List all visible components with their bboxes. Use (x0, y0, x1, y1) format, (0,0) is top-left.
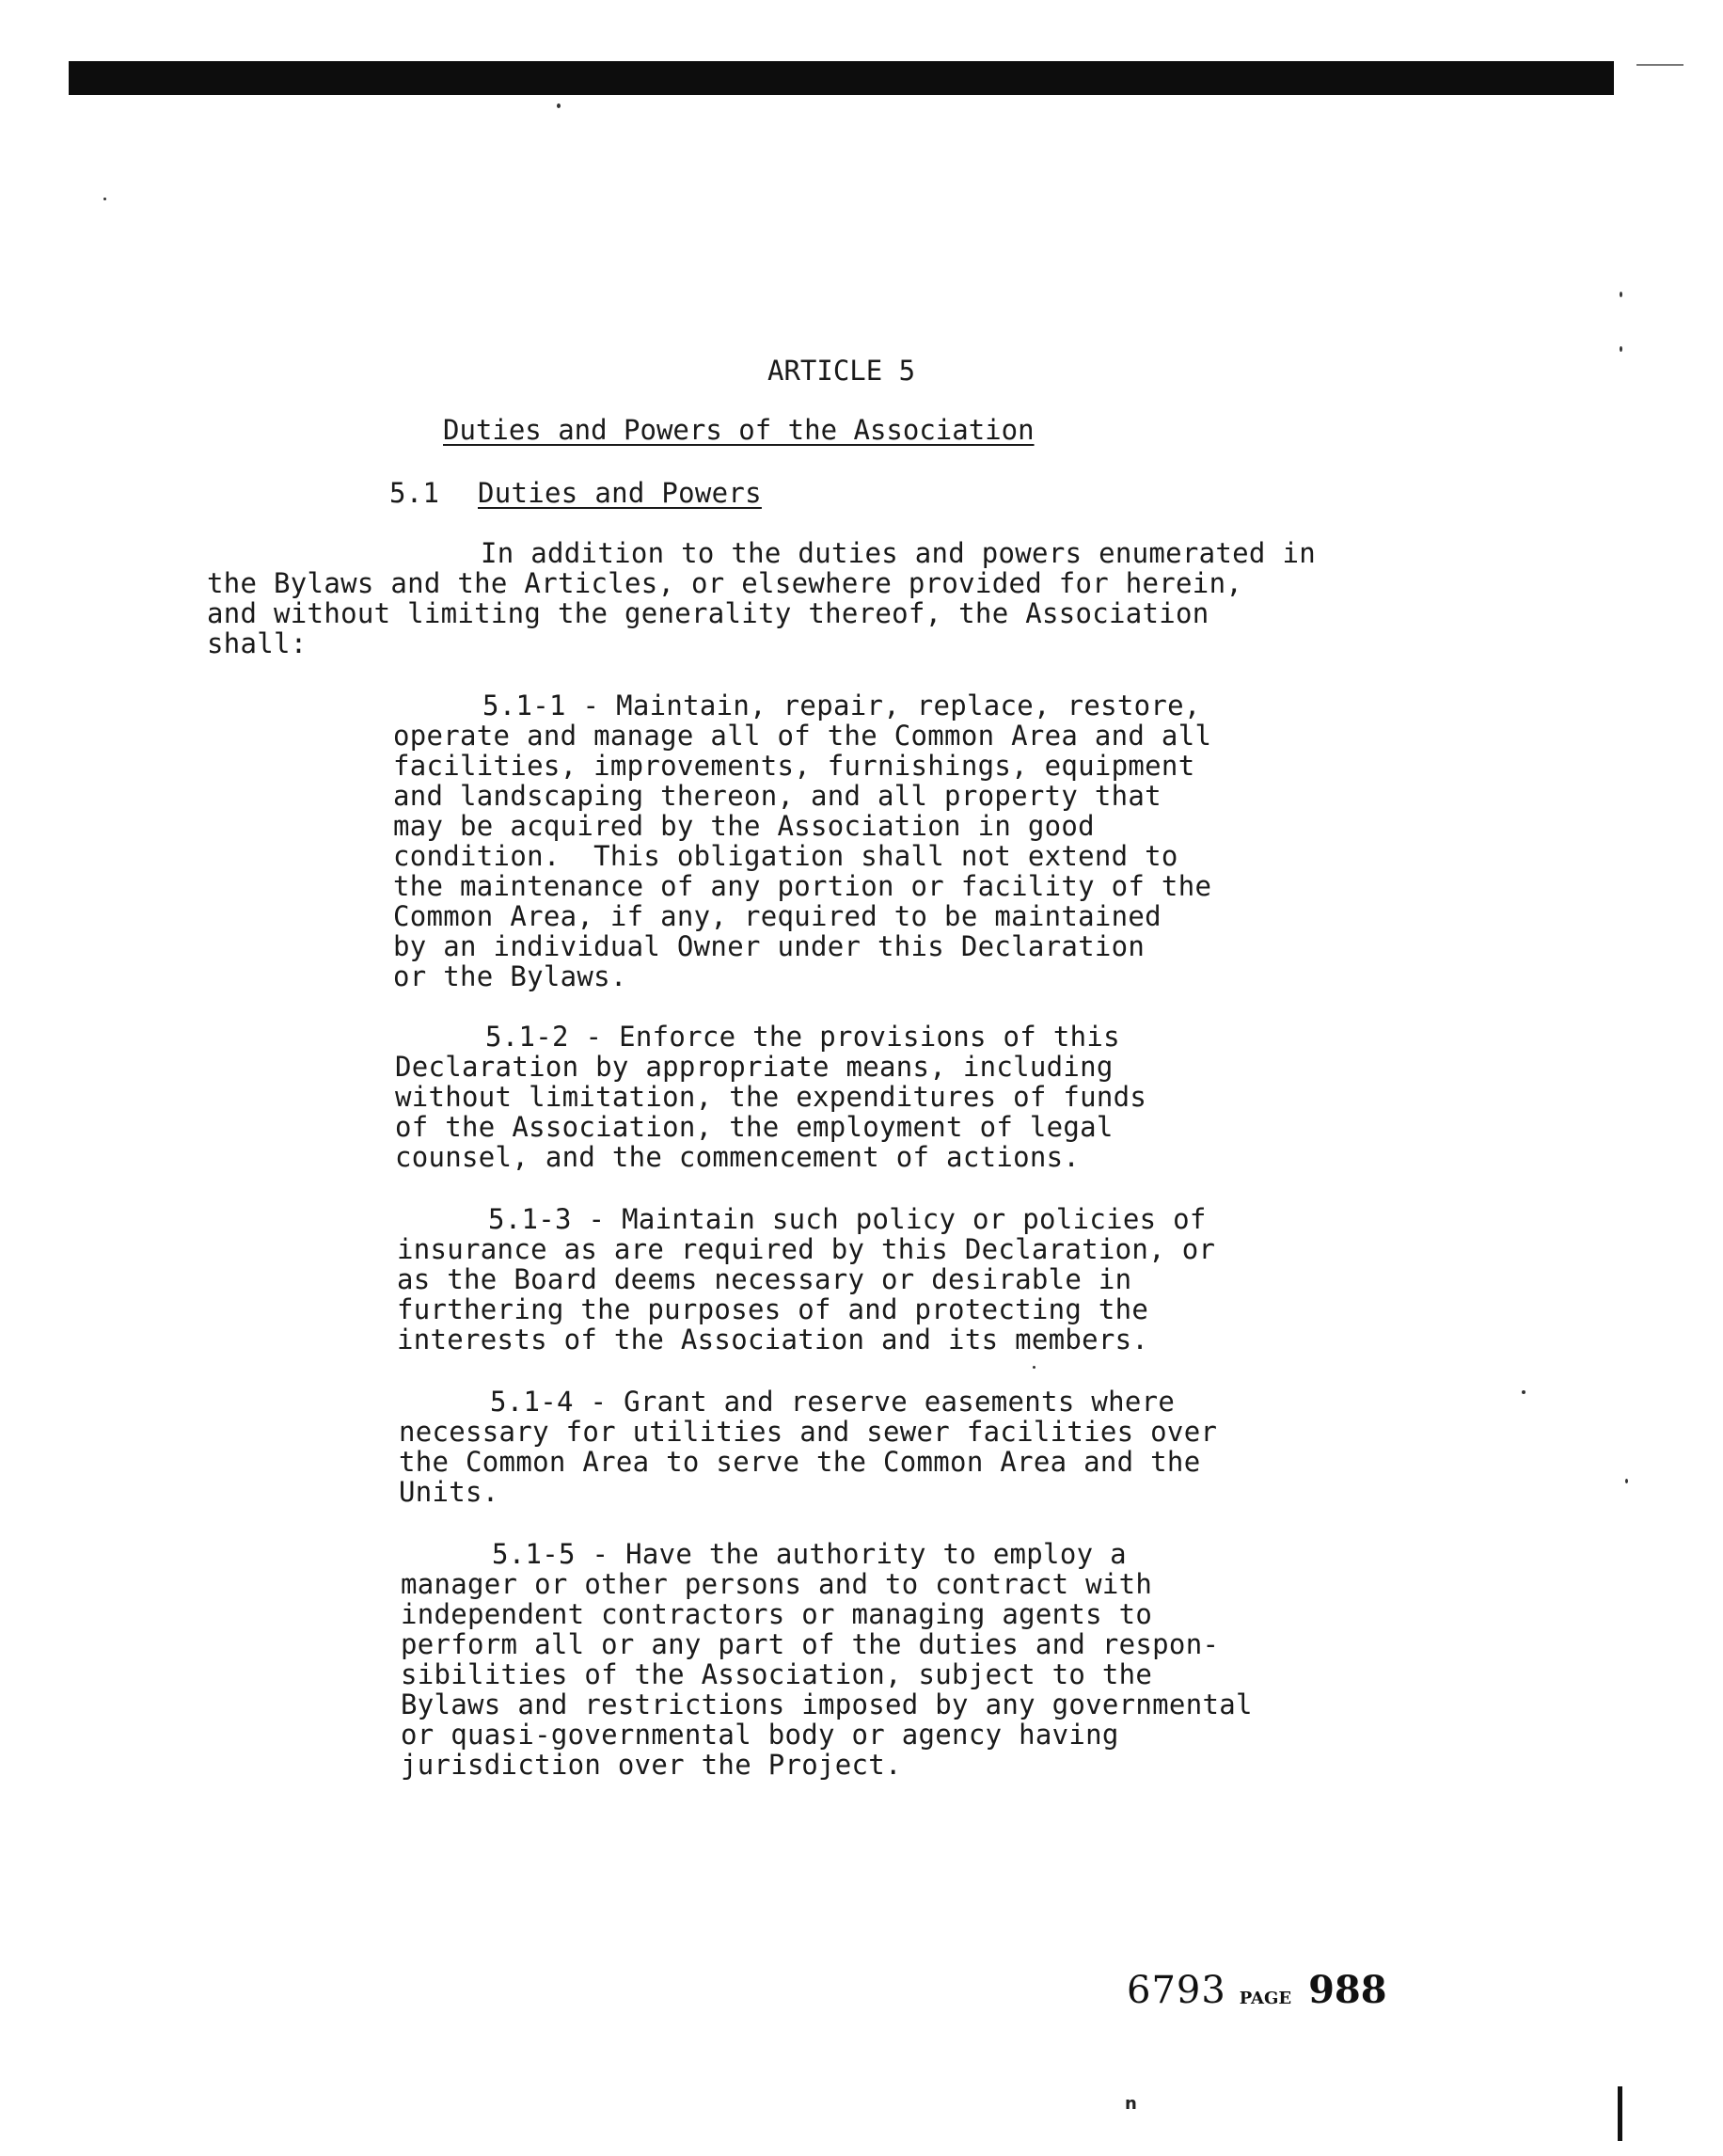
scan-top-border (69, 61, 1614, 95)
clause-line: 5.1-4 - Grant and reserve easements where (490, 1386, 1176, 1418)
clause-line: 5.1-5 - Have the authority to employ a (492, 1538, 1127, 1570)
clause-line: Declaration by appropriate means, including (395, 1051, 1114, 1083)
scan-corner-mark (1636, 64, 1683, 66)
clause-line: 5.1-2 - Enforce the provisions of this (485, 1021, 1120, 1053)
clause-line: may be acquired by the Association in good (393, 810, 1095, 842)
clause-line: jurisdiction over the Project. (401, 1749, 902, 1781)
section-heading: Duties and Powers (478, 477, 762, 509)
section-number: 5.1 (389, 477, 440, 509)
article-title: ARTICLE 5 (767, 355, 916, 387)
clause-line: manager or other persons and to contract with (401, 1568, 1153, 1600)
clause-line: the maintenance of any portion or facility of the (393, 870, 1212, 902)
scan-edge-bar (1618, 2086, 1622, 2141)
intro-line: the Bylaws and the Articles, or elsewhere provided for herein, (207, 567, 1243, 599)
clause-line: independent contractors or managing agents to (401, 1598, 1153, 1630)
clause-line: or the Bylaws. (393, 960, 627, 992)
scan-speck (557, 103, 561, 108)
intro-line: In addition to the duties and powers enumerated in (481, 537, 1316, 569)
page-number: 988 (1308, 1968, 1387, 2012)
clause-line: condition. This obligation shall not extend to (393, 840, 1178, 872)
clause-line: perform all or any part of the duties and respon- (401, 1628, 1220, 1660)
bottom-scan-mark: n (1125, 2094, 1137, 2114)
scan-speck (1620, 346, 1622, 352)
clause-line: 5.1-1 - Maintain, repair, replace, restore, (482, 690, 1201, 721)
book-number: 6793 (1127, 1969, 1226, 2012)
clause-line: necessary for utilities and sewer facilities over (399, 1416, 1218, 1448)
scan-speck (1620, 292, 1622, 297)
clause-line: facilities, improvements, furnishings, equipment (393, 750, 1195, 782)
scan-speck (103, 198, 106, 200)
intro-line: and without limiting the generality thereof, the Association (207, 597, 1209, 629)
clause-line: counsel, and the commencement of actions. (395, 1141, 1081, 1173)
clause-line: interests of the Association and its members. (397, 1324, 1149, 1355)
clause-line: and landscaping thereon, and all property that (393, 780, 1162, 812)
clause-line: the Common Area to serve the Common Area and the (399, 1446, 1201, 1478)
clause-line: by an individual Owner under this Declaration (393, 930, 1146, 962)
scan-speck (1522, 1390, 1525, 1394)
clause-line: without limitation, the expenditures of funds (395, 1081, 1147, 1113)
scan-speck (1625, 1479, 1628, 1483)
article-subtitle: Duties and Powers of the Association (443, 414, 1035, 446)
intro-line: shall: (207, 627, 308, 659)
clause-line: 5.1-3 - Maintain such policy or policies of (488, 1203, 1207, 1235)
clause-line: furthering the purposes of and protecting the (397, 1293, 1149, 1325)
clause-line: or quasi-governmental body or agency having (401, 1719, 1119, 1751)
clause-line: of the Association, the employment of legal (395, 1111, 1114, 1143)
clause-line: Bylaws and restrictions imposed by any governmental (401, 1688, 1253, 1720)
clause-line: insurance as are required by this Declaration, or (397, 1233, 1216, 1265)
clause-line: sibilities of the Association, subject to the (401, 1658, 1153, 1690)
clause-line: operate and manage all of the Common Area and all (393, 720, 1212, 752)
page-label: PAGE (1239, 1989, 1292, 2008)
scan-speck (1033, 1366, 1035, 1369)
clause-line: Common Area, if any, required to be maintained (393, 900, 1162, 932)
recording-stamp (1127, 1968, 1387, 2012)
clause-line: as the Board deems necessary or desirable in (397, 1263, 1132, 1295)
clause-line: Units. (399, 1476, 499, 1508)
